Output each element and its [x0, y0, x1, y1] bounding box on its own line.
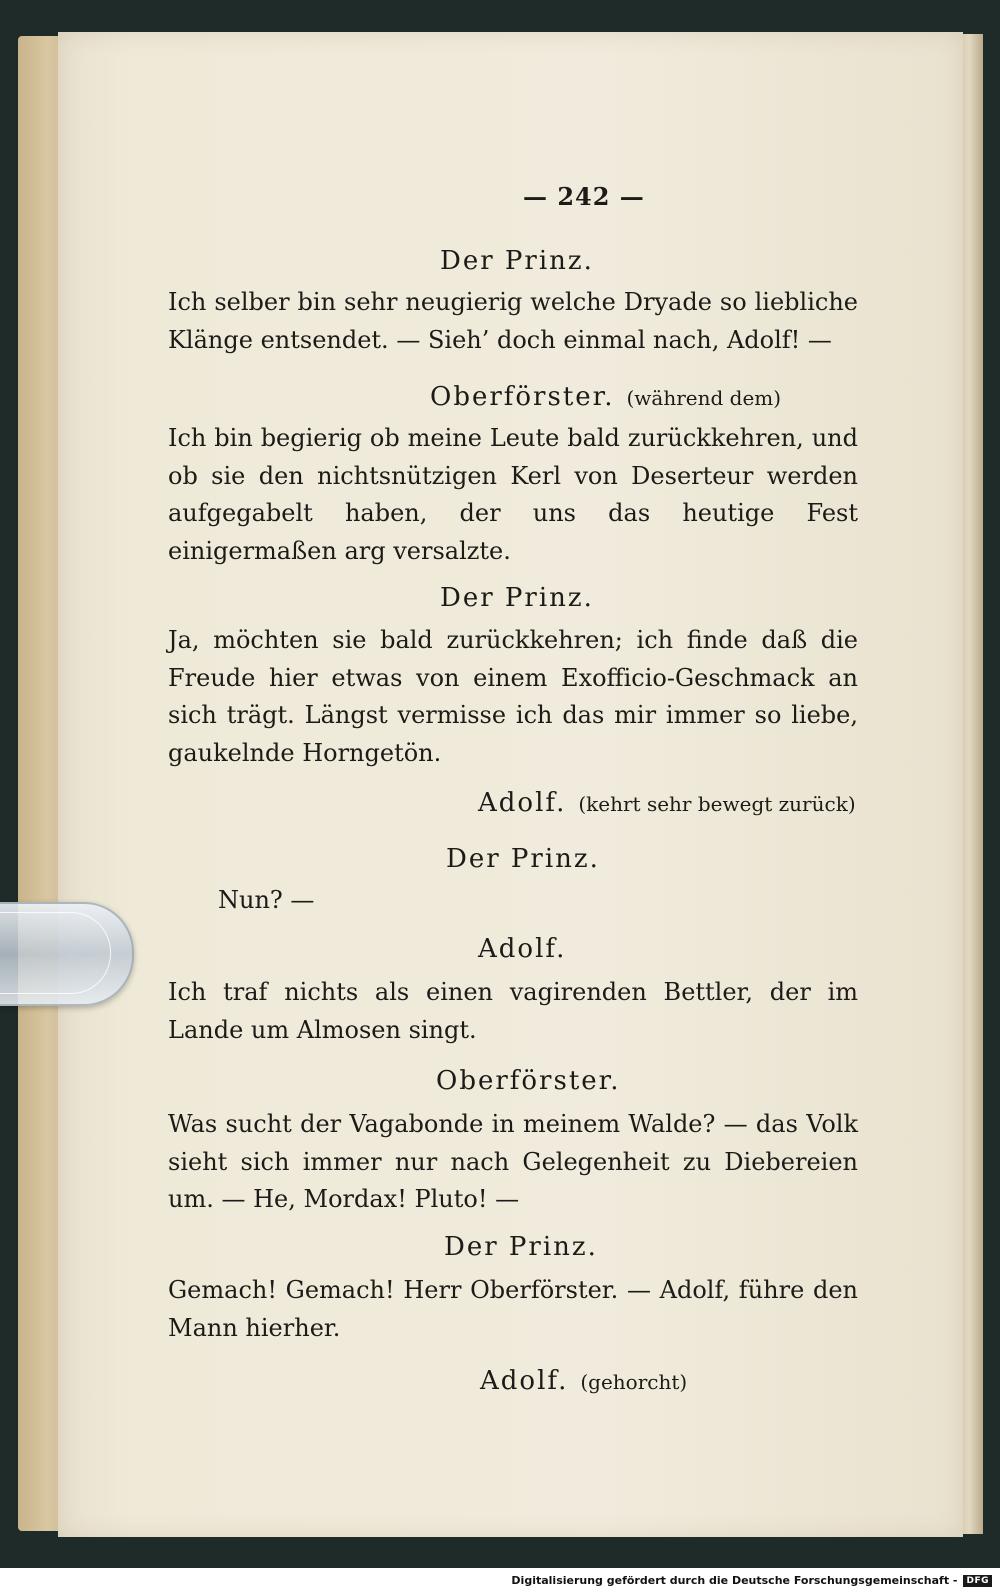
- dialogue-paragraph: Ich bin begierig ob meine Leute bald zurückkehren, und ob sie den nichtsnützigen Kerl von Deserteur werden aufgegabelt haben, der uns das heutige Fest einigermaßen arg versalzte.: [168, 424, 858, 565]
- speaker-heading: [480, 1366, 687, 1396]
- dialogue-paragraph: Ich traf nichts als einen vagirenden Bettler, der im Lande um Almosen singt.: [168, 978, 858, 1044]
- speaker-name: Der Prinz.: [440, 246, 594, 276]
- speaker-heading: [478, 788, 856, 818]
- speaker-heading: [478, 934, 566, 964]
- stage-direction: (kehrt sehr bewegt zurück): [578, 792, 856, 816]
- speaker-heading: [430, 382, 781, 412]
- speaker-heading: [446, 844, 600, 874]
- footer-credit-text: Digitalisierung gefördert durch die Deutsche Forschungsgemeinschaft -: [511, 1574, 958, 1587]
- speaker-heading: [444, 1232, 598, 1262]
- footer-credit: [511, 1574, 992, 1587]
- speaker-heading: [436, 1066, 621, 1096]
- speaker-name: Der Prinz.: [440, 583, 594, 613]
- stage-direction: (gehorcht): [580, 1370, 688, 1394]
- speaker-name: Oberförster.: [436, 1066, 621, 1096]
- stage-direction: (während dem): [626, 386, 782, 410]
- speaker-name: Adolf.: [478, 934, 567, 964]
- dfg-logo-icon: DFG: [963, 1575, 992, 1587]
- speaker-name: Adolf.: [480, 1366, 569, 1396]
- dialogue-paragraph: Ich selber bin sehr neugierig welche Dryade so liebliche Klänge entsendet. — Sieh’ doch einmal nach, Adolf! —: [168, 288, 858, 354]
- speaker-heading: [440, 583, 594, 613]
- speaker-name: Adolf.: [478, 788, 567, 818]
- speaker-name: Der Prinz.: [444, 1232, 598, 1262]
- speaker-name: Oberförster.: [430, 382, 615, 412]
- speaker-heading: [440, 246, 594, 276]
- dialogue-paragraph: Gemach! Gemach! Herr Oberförster. — Adolf, führe den Mann hierher.: [168, 1276, 858, 1342]
- speaker-name: Der Prinz.: [446, 844, 600, 874]
- page-clip-highlight: [0, 912, 111, 994]
- dialogue-paragraph: Ja, möchten sie bald zurückkehren; ich finde daß die Freude hier etwas von einem Exofficio-Geschmack an sich trägt. Längst vermisse ich das mir immer so liebe, gaukelnde Horngetön.: [168, 626, 858, 767]
- dialogue-paragraph: Nun? —: [218, 886, 315, 914]
- dialogue-paragraph: Was sucht der Vagabonde in meinem Walde? — das Volk sieht sich immer nur nach Gelegenheit zu Diebereien um. — He, Mordax! Pluto! —: [168, 1110, 858, 1213]
- book-page: [58, 32, 963, 1537]
- page-number: — 242 —: [523, 182, 645, 211]
